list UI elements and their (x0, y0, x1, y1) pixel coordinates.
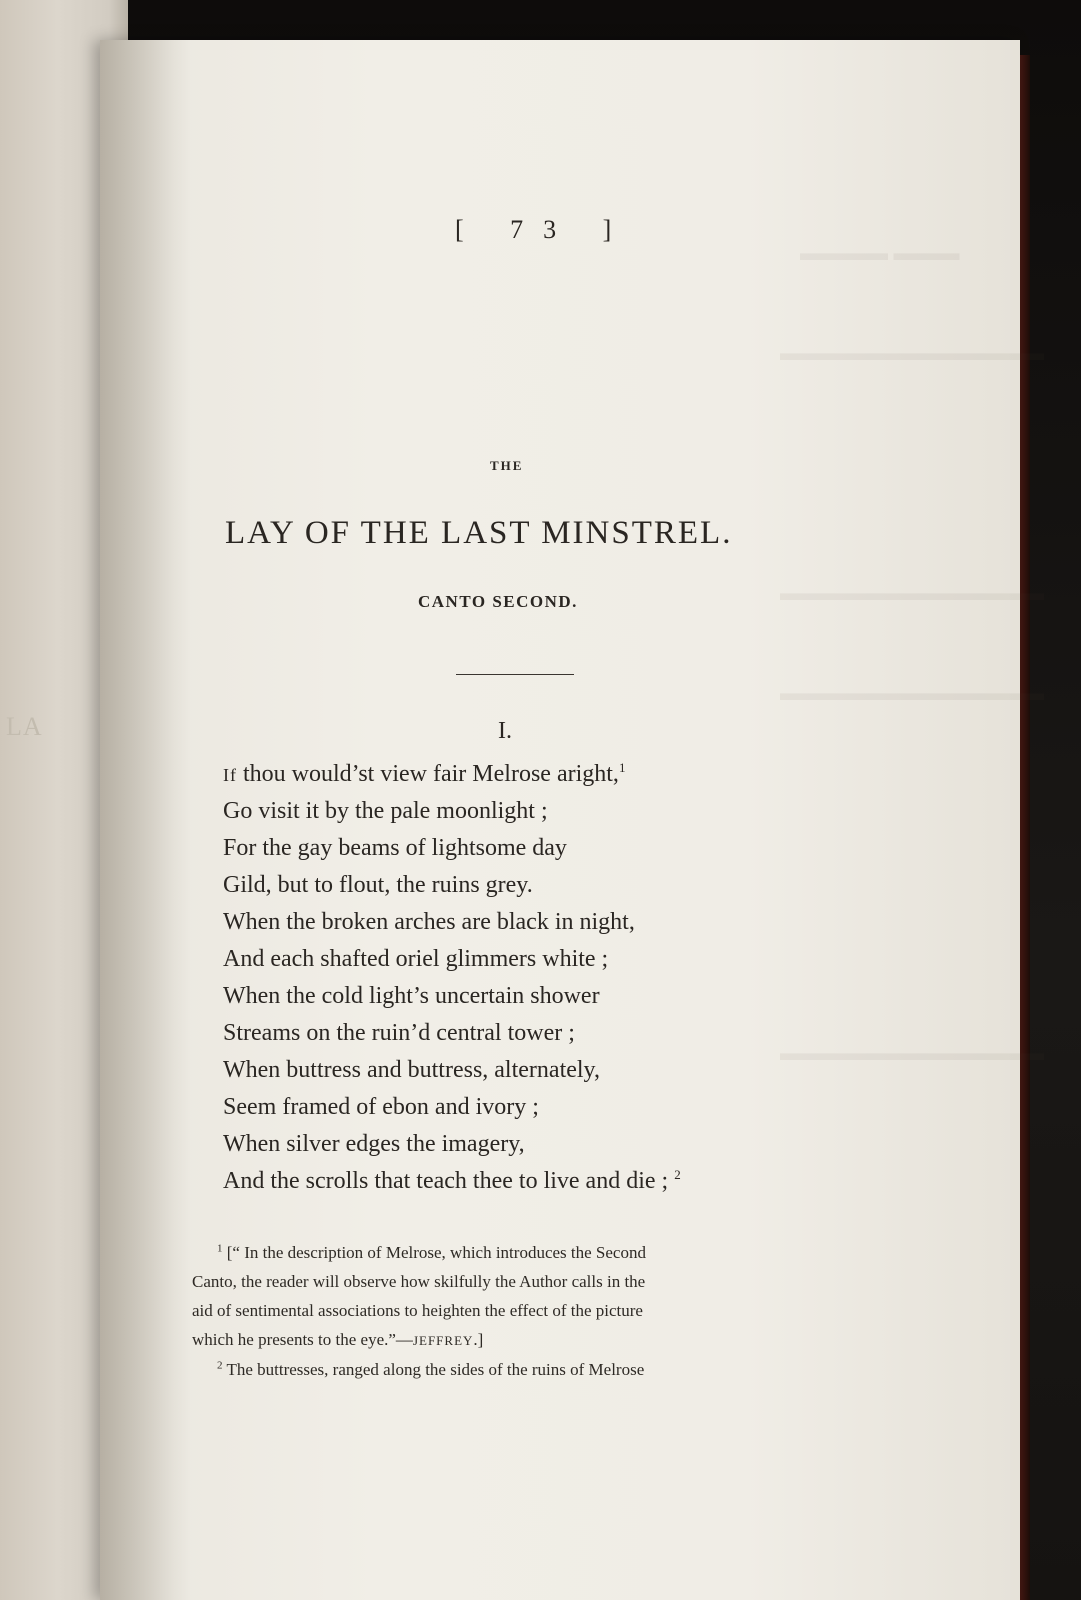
footnote-text: The buttresses, ranged along the sides of the ruins of Melrose (222, 1360, 645, 1379)
book-page (100, 40, 1044, 1600)
show-through-mark: ▬▬▬▬ ▬▬▬ (800, 240, 960, 265)
footnote-marker: 1 (217, 1242, 223, 1255)
verse-line: Gild, but to flout, the ruins grey. (223, 872, 533, 898)
footnote-reference: 1 (618, 760, 626, 775)
canto-heading: CANTO SECOND. (418, 592, 578, 611)
verse-line: Go visit it by the pale moonlight ; (223, 798, 548, 824)
verse-line: When the broken arches are black in night, (223, 909, 635, 935)
footnote-reference: 2 (674, 1167, 681, 1182)
bleed-through-text: LA (6, 712, 43, 741)
page-number: [ 73 ] (455, 215, 632, 244)
show-through-mark: ▬▬▬▬▬▬▬▬▬▬▬▬ (780, 580, 1044, 605)
verse-line: When silver edges the imagery, (223, 1131, 525, 1157)
verse-line: When buttress and buttress, alternately, (223, 1057, 600, 1083)
verse-line (223, 756, 943, 793)
footnotes (192, 1238, 852, 1384)
footnote-2-line (192, 1355, 852, 1384)
footnote-marker: 2 (217, 1359, 223, 1372)
show-through-mark: ▬▬▬▬▬▬▬▬▬▬▬▬ (780, 1040, 1044, 1065)
show-through-mark: ▬▬▬▬▬▬▬▬▬▬▬▬ (780, 340, 1044, 365)
verse-line-text: thou would’st view fair Melrose aright, (237, 761, 619, 787)
verse-line: For the gay beams of lightsome day (223, 835, 567, 861)
title-article: THE (490, 458, 524, 473)
footnote-text: .] (473, 1330, 484, 1349)
heading-rule (456, 674, 574, 675)
footnote-attribution: JEFFREY (412, 1333, 474, 1348)
drop-initial-word: If (223, 765, 237, 785)
footnote-1-line (192, 1238, 852, 1267)
verse-line: Streams on the ruin’d central tower ; (223, 1020, 575, 1046)
verse-stanza (223, 756, 943, 1200)
page-content (100, 40, 1020, 1600)
verse-line-text: And the scrolls that teach thee to live and die ; (223, 1168, 669, 1194)
verse-line (223, 1163, 943, 1200)
poem-title: LAY OF THE LAST MINSTREL. (225, 515, 733, 551)
footnote-text: [“ In the description of Melrose, which introduces the Second (222, 1243, 646, 1262)
footnote-1-line (192, 1325, 852, 1355)
show-through-mark: ▬▬▬▬▬▬▬▬▬▬▬▬ (780, 680, 1044, 705)
footnote-1-line: aid of sentimental associations to heighten the effect of the picture (192, 1301, 643, 1320)
verse-line: Seem framed of ebon and ivory ; (223, 1094, 539, 1120)
footnote-1-line: Canto, the reader will observe how skilfully the Author calls in the (192, 1272, 646, 1291)
footnote-text: which he presents to the eye.”— (192, 1330, 413, 1349)
verse-line: When the cold light’s uncertain shower (223, 983, 600, 1009)
stanza-number: I. (498, 718, 512, 744)
verse-line: And each shafted oriel glimmers white ; (223, 946, 609, 972)
